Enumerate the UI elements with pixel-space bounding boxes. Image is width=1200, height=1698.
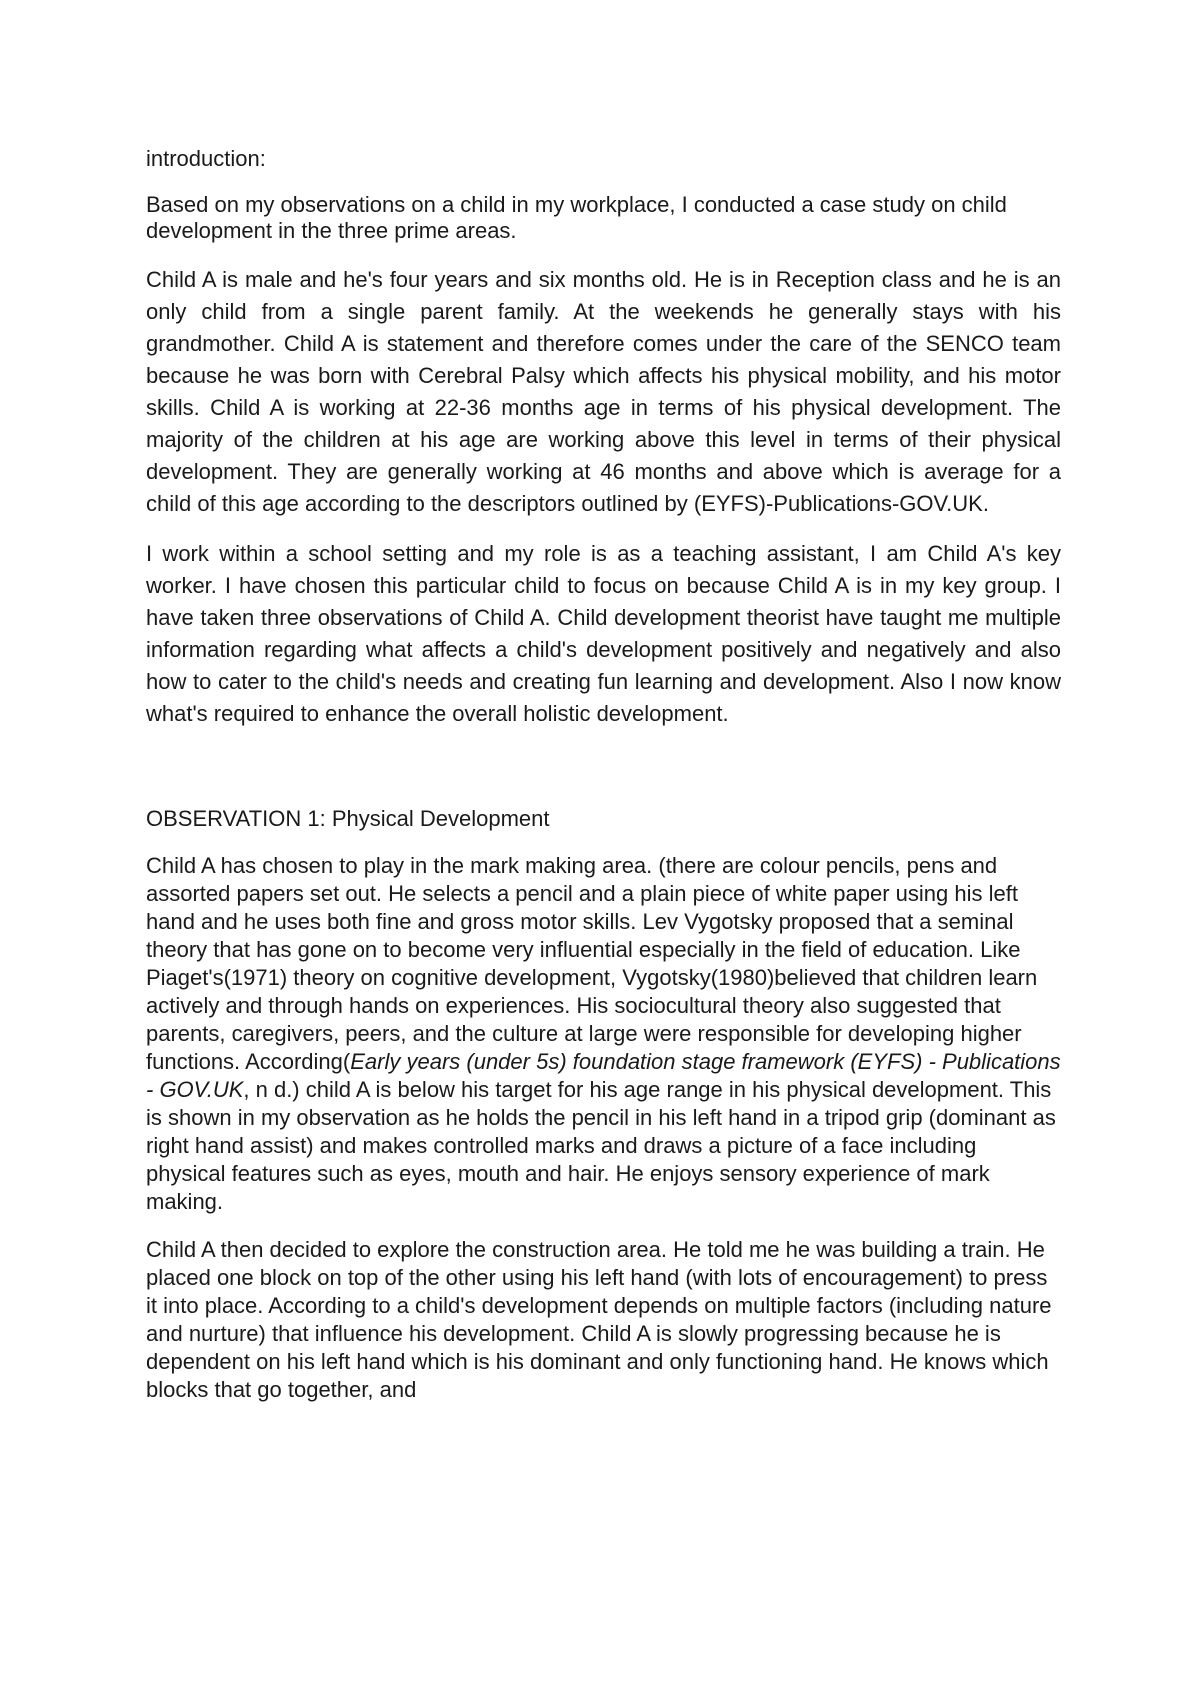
section-spacer <box>146 748 1061 806</box>
observation-paragraph-2: Child A then decided to explore the construction area. He told me he was building a train. He placed one block on top of the other using his left hand (with lots of encouragement) to press it into place. According to a child's development depends on multiple factors (including nature and nurture) that influence his development. Child A is slowly progressing because he is dependent on his left hand which is his dominant and only functioning hand. He knows which blocks that go together, and <box>146 1237 1052 1402</box>
observation-p1-text-b: , n d.) child A is below his target for his age range in his physical development. This is shown in my observation as he holds the pencil in his left hand in a tripod grip (dominant as right hand assist) and makes controlled marks and draws a picture of a face including physical features such as eyes, mouth and hair. He enjoys sensory experience of mark making. <box>146 1077 1056 1214</box>
intro-paragraph: Based on my observations on a child in my workplace, I conducted a case study on child development in the three prime areas. <box>146 192 1007 243</box>
observation-paragraph-1 <box>146 852 1061 1216</box>
observation-p1-text-a: Child A has chosen to play in the mark making area. (there are colour pencils, pens and assorted papers set out. He selects a pencil and a plain piece of white paper using his left hand and he uses both fine and gross motor skills. Lev Vygotsky proposed that a seminal theory that has gone on to become very influential especially in the field of education. Like Piaget's(1971) theory on cognitive development, Vygotsky(1980)believed that children learn actively and through hands on experiences. His sociocultural theory also suggested that parents, caregivers, peers, and the culture at large were responsible for developing higher functions. According( <box>146 853 1038 1074</box>
observation-p1-citation: Early years (under 5s) foundation stage framework (EYFS) - Publications - GOV.UK <box>146 1049 1061 1102</box>
document-page <box>146 146 1061 1424</box>
child-a-paragraph: Child A is male and he's four years and six months old. He is in Reception class and he is an only child from a single parent family. At the weekends he generally stays with his grandmother. Child A is statement and therefore comes under the care of the SENCO team because he was born with Cerebral Palsy which affects his physical mobility, and his motor skills. Child A is working at 22-36 months age in terms of his physical development. The majority of the children at his age are working above this level in terms of their physical development. They are generally working at 46 months and above which is average for a child of this age according to the descriptors outlined by (EYFS)-Publications-GOV.UK. <box>146 267 1061 516</box>
intro-heading: introduction: <box>146 146 266 171</box>
role-paragraph: I work within a school setting and my role is as a teaching assistant, I am Child A's key worker. I have chosen this particular child to focus on because Child A is in my key group. I have taken three observations of Child A. Child development theorist have taught me multiple information regarding what affects a child's development positively and negatively and also how to cater to the child's needs and creating fun learning and development. Also I now know what's required to enhance the overall holistic development. <box>146 541 1061 726</box>
observation-heading: OBSERVATION 1: Physical Development <box>146 806 550 831</box>
